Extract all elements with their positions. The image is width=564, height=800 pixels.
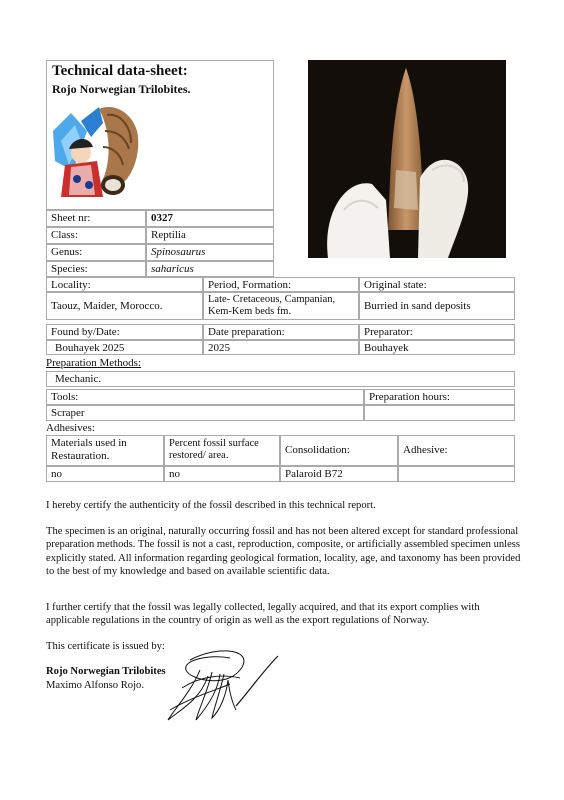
date-preparation-value: 2025 (203, 340, 359, 355)
sheet-nr-label: Sheet nr: (46, 210, 146, 227)
original-state-value (359, 292, 515, 320)
locality-value (46, 292, 203, 320)
original-state-header: Original state: (359, 277, 515, 292)
locality-value-text: Taouz, Maider, Morocco. (51, 299, 163, 312)
preparation-hours-value (364, 405, 515, 421)
consolidation-header-text: Consolidation: (285, 444, 350, 456)
percent-restored-value: no (164, 466, 280, 482)
percent-restored-header: Percent fossil surface restored/ area. (164, 435, 280, 466)
period-header: Period, Formation: (203, 277, 359, 292)
fossil-photo (308, 60, 506, 258)
species-value: saharicus (146, 261, 274, 277)
consolidation-value: Palaroid B72 (280, 466, 398, 482)
species-label: Species: (46, 261, 146, 277)
genus-label: Genus: (46, 244, 146, 261)
signer-company: Rojo Norwegian Trilobites (46, 666, 166, 677)
tools-value: Scraper (46, 405, 364, 421)
signer-name: Maximo Alfonso Rojo. (46, 680, 144, 691)
genus-value: Spinosaurus (146, 244, 274, 261)
header-box (46, 60, 274, 210)
consolidation-header (280, 435, 398, 466)
materials-value: no (46, 466, 164, 482)
adhesive-header (398, 435, 515, 466)
adhesives-title: Adhesives: (46, 422, 95, 434)
period-value: Late- Cretaceous, Campanian, Kem-Kem beds fm. (203, 292, 359, 320)
signature-image (160, 640, 290, 726)
found-by-header: Found by/Date: (46, 324, 203, 340)
adhesive-value (398, 466, 515, 482)
found-by-value: Bouhayek 2025 (46, 340, 203, 355)
certification-paragraph-1: I hereby certify the authenticity of the fossil described in this technical report. (46, 500, 376, 511)
sheet-nr-value: 0327 (146, 210, 274, 227)
certification-paragraph-4: This certificate is issued by: (46, 641, 165, 652)
class-label: Class: (46, 227, 146, 244)
preparation-methods-title: Preparation Methods: (46, 357, 142, 369)
certification-paragraph-3: I further certify that the fossil was legally collected, legally acquired, and that its export complies with applicable regulations in the country of origin as well as the export regulations of Norway. (46, 602, 480, 627)
locality-header: Locality: (46, 277, 203, 292)
certification-paragraph-2: The specimen is an original, naturally occurring fossil and has not been altered except for standard professional preparation methods. The fossil is not a cast, reproduction, composite, or artificially assembled specimen unless explicitly stated. All information regarding geological formation, locality, age, and taxonomy has been provided to the best of my knowledge and based on available scientific data. (46, 526, 521, 578)
company-logo-image (51, 101, 147, 201)
sheet-subtitle: Rojo Norwegian Trilobites. (52, 82, 191, 96)
sheet-title: Technical data-sheet: (52, 63, 188, 79)
materials-header: Materials used in Restauration. (46, 435, 164, 466)
date-preparation-header: Date preparation: (203, 324, 359, 340)
adhesive-header-text: Adhesive: (403, 444, 448, 456)
class-value: Reptilia (146, 227, 274, 244)
preparation-method-value: Mechanic. (46, 371, 515, 387)
preparator-header: Preparator: (359, 324, 515, 340)
preparator-value: Bouhayek (359, 340, 515, 355)
preparation-hours-label: Preparation hours: (364, 389, 515, 405)
original-state-value-text: Burried in sand deposits (364, 299, 471, 312)
tools-label: Tools: (46, 389, 364, 405)
